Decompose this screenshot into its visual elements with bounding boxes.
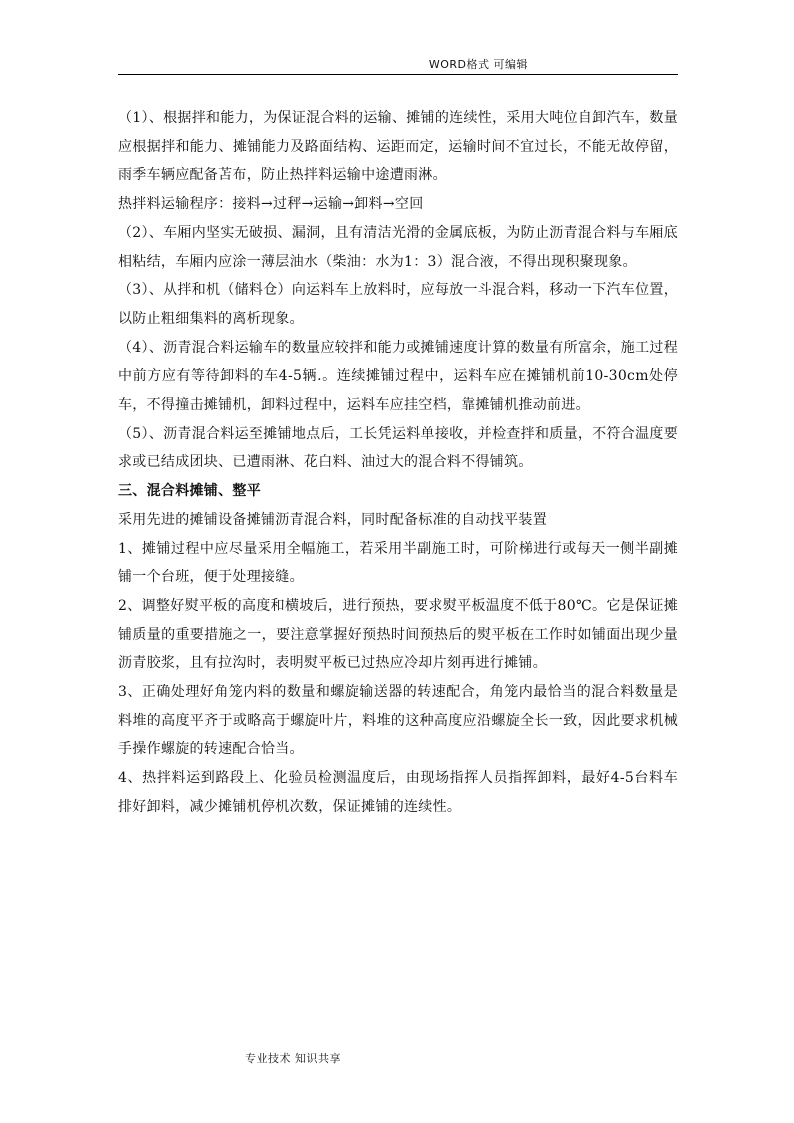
paragraph-2: （2）、车厢内坚实无破损、漏洞，且有清洁光滑的金属底板，为防止沥青混合料与车厢底相粘结，车厢内应涂一薄层油水（柴油：水为1：3）混合液，不得出现积聚现象。 [118, 224, 678, 270]
paragraph-item-3: 3、正确处理好角笼内料的数量和螺旋输送器的转速配合，角笼内最恰当的混合料数量是料堆的高度平齐于或略高于螺旋叶片，料堆的这种高度应沿螺旋全长一致，因此要求机械手操作螺旋的转速配合恰当。 [118, 684, 678, 758]
page-header [118, 54, 678, 75]
paragraph-section-intro: 采用先进的摊铺设备摊铺沥青混合料，同时配备标准的自动找平装置 [118, 511, 547, 528]
header-label: WORD格式 可编辑 [428, 58, 528, 71]
paragraph-5: （5）、沥青混合料运至摊铺地点后，工长凭运料单接收，并检查拌和质量，不符合温度要求或已结成团块、已遭雨淋、花白料、油过大的混合料不得铺筑。 [118, 425, 678, 471]
page-footer [245, 1050, 341, 1066]
paragraph-item-4: 4、热拌料运到路段上、化验员检测温度后，由现场指挥人员指挥卸料，最好4-5台料车排好卸料，减少摊铺机停机次数，保证摊铺的连续性。 [118, 770, 678, 815]
paragraph-1: （1）、根据拌和能力，为保证混合料的运输、摊铺的连续性，采用大吨位自卸汽车，数量应根据拌和能力、摊铺能力及路面结构、运距而定，运输时间不宜过长，不能无故停留，雨季车辆应配备苫布，防止热拌料运输中途遭雨淋。 [118, 110, 678, 184]
paragraph-4: （4）、沥青混合料运输车的数量应较拌和能力或摊铺速度计算的数量有所富余，施工过程中前方应有等待卸料的车4-5辆.。连续摊铺过程中，运料车应在摊铺机前10-30cm处停车，不得撞击摊铺机，卸料过程中，运料车应挂空档，靠摊铺机推动前进。 [118, 339, 678, 414]
section-heading: 三、混合料摊铺、整平 [118, 483, 261, 500]
paragraph-item-1: 1、摊铺过程中应尽量采用全幅施工，若采用半副施工时，可阶梯进行或每天一侧半副摊铺一个台班，便于处理接缝。 [118, 540, 678, 586]
paragraph-transport-procedure: 热拌料运输程序：接料→过秤→运输→卸料→空回 [118, 196, 424, 213]
footer-label: 专业技术 知识共享 [245, 1052, 341, 1065]
paragraph-3: （3）、从拌和机（储料仓）向运料车上放料时，应每放一斗混合料，移动一下汽车位置，以防止粗细集料的离析现象。 [118, 282, 678, 327]
document-body [118, 104, 678, 822]
paragraph-item-2: 2、调整好熨平板的高度和横坡后，进行预热，要求熨平板温度不低于80℃。它是保证摊铺质量的重要措施之一，要注意掌握好预热时间预热后的熨平板在工作时如铺面出现少量沥青胶浆，且有拉沟时，表明熨平板已过热应冷却片刻再进行摊铺。 [118, 597, 678, 672]
